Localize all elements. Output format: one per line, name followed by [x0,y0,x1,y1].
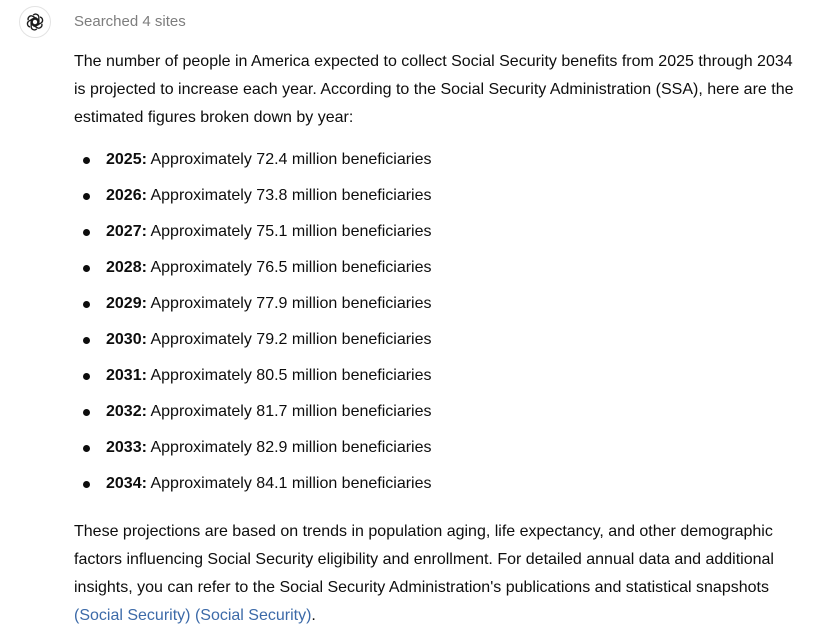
bullet-dot [83,229,90,236]
list-item-text: Approximately 77.9 million beneficiaries [146,295,432,312]
list-item-year: 2029: [106,295,147,312]
list-item-text: Approximately 79.2 million beneficiaries [146,331,432,348]
bullet-dot [83,337,90,344]
list-item-text: Approximately 75.1 million beneficiaries [146,223,432,240]
closing-paragraph [74,518,794,630]
list-item-year: 2030: [106,331,147,348]
beneficiaries-list [74,142,794,502]
list-item [74,358,794,394]
list-item [74,250,794,286]
bullet-dot [83,409,90,416]
list-item-text: Approximately 76.5 million beneficiaries [146,259,432,276]
list-item [74,466,794,502]
list-item [74,286,794,322]
list-item-year: 2031: [106,367,147,384]
bullet-dot [83,193,90,200]
list-item-year: 2033: [106,439,147,456]
list-item-text: Approximately 73.8 million beneficiaries [146,187,432,204]
bullet-dot [83,445,90,452]
list-item-text: Approximately 81.7 million beneficiaries [146,403,432,420]
list-item-year: 2025: [106,151,147,168]
assistant-avatar [19,6,51,38]
list-item-year: 2028: [106,259,147,276]
list-item [74,142,794,178]
list-item [74,430,794,466]
bullet-dot [83,301,90,308]
bullet-dot [83,481,90,488]
open-paren: ( [194,607,201,624]
open-paren: ( [74,607,80,624]
close-paren: ) [185,607,191,624]
list-item [74,322,794,358]
close-paren: ) [306,607,312,624]
source-link-social-security[interactable]: Social Security [200,607,307,624]
list-item-text: Approximately 80.5 million beneficiaries [146,367,432,384]
list-item-year: 2034: [106,475,147,492]
list-item [74,394,794,430]
bullet-dot [83,373,90,380]
intro-paragraph: The number of people in America expected to collect Social Security benefits from 2025 through 2034 is projected to increase each year. According to the Social Security Administration (SSA), here are the estimated figures broken down by year: [74,53,794,126]
assistant-message [74,48,794,630]
list-item-text: Approximately 84.1 million beneficiaries [146,475,432,492]
closing-text: These projections are based on trends in population aging, life expectancy, and other demographic factors influencing Social Security eligibility and enrollment. For detailed annual data and additional insights, you can refer to the Social Security Administration's publications and statistical snapshots [74,523,774,596]
openai-logo-icon [25,12,45,32]
list-item-year: 2026: [106,187,147,204]
list-item-year: 2032: [106,403,147,420]
list-item [74,214,794,250]
list-item-year: 2027: [106,223,147,240]
bullet-dot [83,157,90,164]
list-item-text: Approximately 72.4 million beneficiaries [146,151,432,168]
searched-sites-toggle[interactable]: Searched 4 sites [74,13,186,30]
end-period: . [311,607,316,624]
source-link-social-security[interactable]: Social Security [79,607,186,624]
list-item [74,178,794,214]
list-item-text: Approximately 82.9 million beneficiaries [146,439,432,456]
bullet-dot [83,265,90,272]
